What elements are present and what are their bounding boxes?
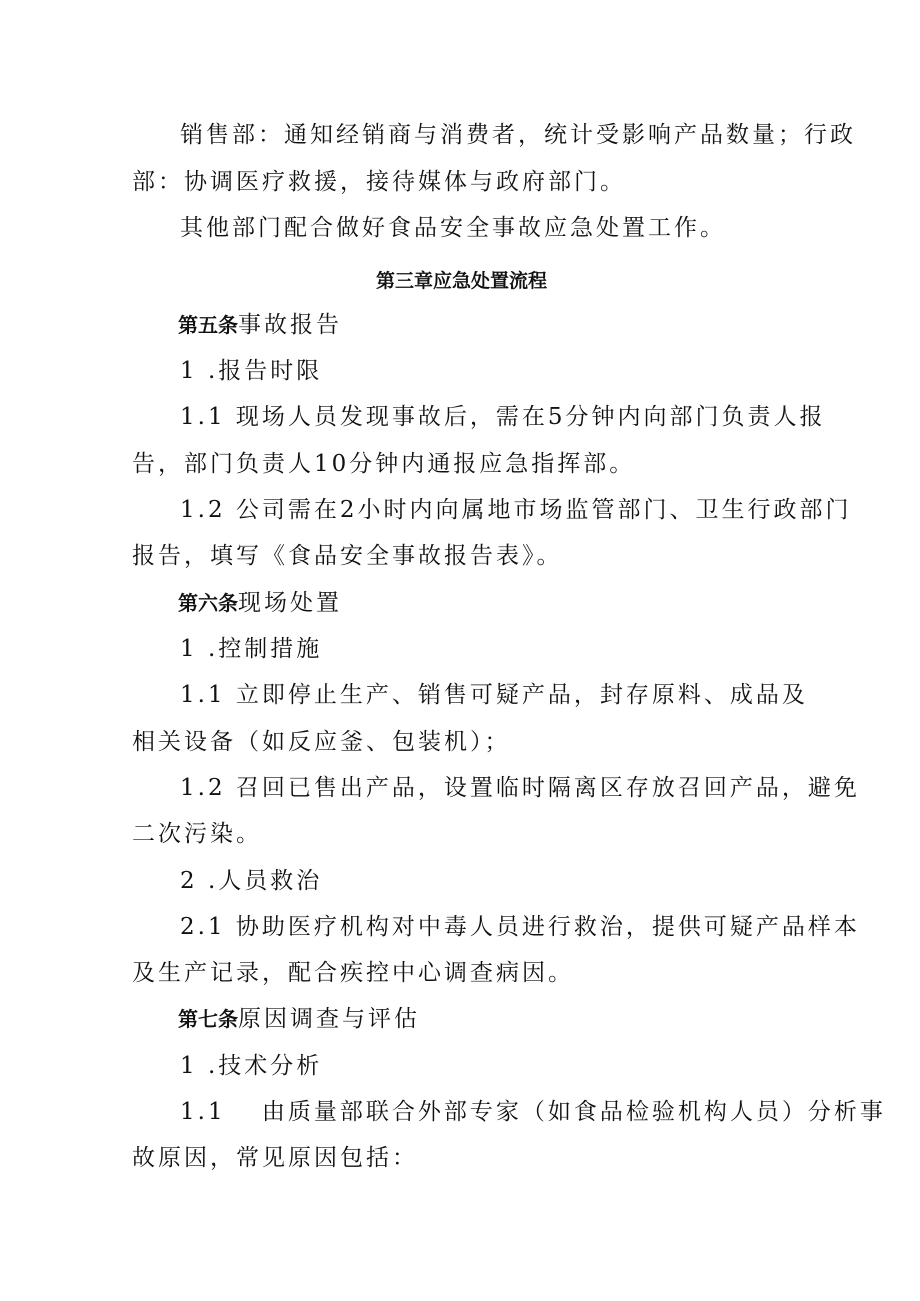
article-6-sub-1: 1 .控制措施 xyxy=(180,636,323,662)
article-7-label: 第七条 xyxy=(178,1007,238,1031)
article-7-title: 原因调查与评估 xyxy=(238,1006,420,1032)
intro-line-2: 部：协调医疗救援，接待媒体与政府部门。 xyxy=(132,169,626,195)
chapter-title: 第三章应急处置流程 xyxy=(376,270,548,292)
article-6-label: 第六条 xyxy=(178,591,238,615)
article-6-item-1-2-line-2: 二次污染。 xyxy=(132,821,262,847)
article-6-item-2-1-line-1: 2.1 协助医疗机构对中毒人员进行救治，提供可疑产品样本 xyxy=(180,914,860,940)
article-5-item-1-2-line-2: 报告，填写《食品安全事故报告表》。 xyxy=(132,543,563,569)
article-5-label: 第五条 xyxy=(178,313,238,337)
article-6-heading xyxy=(178,588,342,618)
intro-line-3: 其他部门配合做好食品安全事故应急处置工作。 xyxy=(180,215,726,241)
article-6-item-1-1-line-2: 相关设备（如反应釜、包装机）； xyxy=(132,729,511,755)
article-6-item-1-2-line-1: 1.2 召回已售出产品，设置临时隔离区存放召回产品，避免 xyxy=(180,775,860,801)
article-5-sub-1: 1 .报告时限 xyxy=(180,358,323,384)
article-7-sub-1: 1 .技术分析 xyxy=(180,1053,323,1079)
article-5-item-1-2-line-1: 1.2 公司需在2小时内向属地市场监管部门、卫生行政部门 xyxy=(180,497,852,523)
article-5-item-1-1-line-2: 告，部门负责人10分钟内通报应急指挥部。 xyxy=(132,451,636,477)
intro-line-1: 销售部：通知经销商与消费者，统计受影响产品数量；行政 xyxy=(180,122,856,148)
article-7-item-1-1-line-2: 故原因，常见原因包括： xyxy=(132,1145,418,1171)
article-7-item-1-1-line-1: 1.1 由质量部联合外部专家（如食品检验机构人员）分析事 xyxy=(180,1099,886,1125)
article-5-heading xyxy=(178,310,342,340)
article-6-title: 现场处置 xyxy=(238,590,342,616)
article-5-item-1-1-line-1: 1.1 现场人员发现事故后，需在5分钟内向部门负责人报 xyxy=(180,404,826,430)
article-6-item-2-1-line-2: 及生产记录，配合疾控中心调查病因。 xyxy=(132,960,574,986)
article-5-title: 事故报告 xyxy=(238,312,342,338)
article-6-sub-2: 2 .人员救治 xyxy=(180,868,323,894)
article-7-heading xyxy=(178,1004,420,1034)
article-6-item-1-1-line-1: 1.1 立即停止生产、销售可疑产品，封存原料、成品及 xyxy=(180,682,808,708)
